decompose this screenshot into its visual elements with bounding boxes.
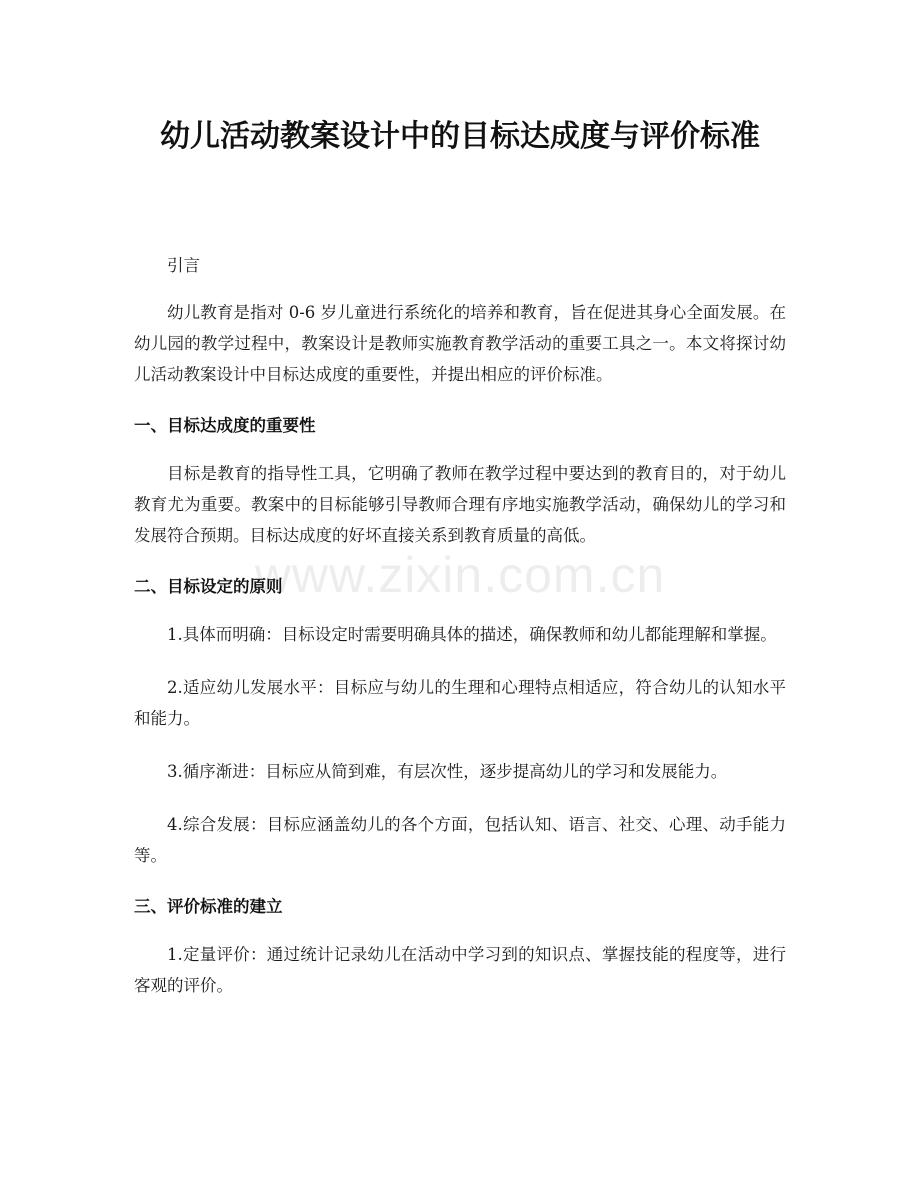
evaluation-item: 1.定量评价：通过统计记录幼儿在活动中学习到的知识点、掌握技能的程度等，进行客观的评价。 [134, 945, 786, 995]
principle-item: 4.综合发展：目标应涵盖幼儿的各个方面，包括认知、语言、社交、心理、动手能力等。 [134, 815, 786, 865]
watermark: www.zixin.com.cn [254, 547, 666, 603]
principle-item: 2.适应幼儿发展水平：目标应与幼儿的生理和心理特点相适应，符合幼儿的认知水平和能力。 [134, 678, 786, 728]
intro-label: 引言 [167, 256, 200, 275]
section-heading: 二、目标设定的原则 [134, 577, 283, 596]
section-paragraph: 目标是教育的指导性工具，它明确了教师在教学过程中要达到的教育目的，对于幼儿教育尤为重要。教案中的目标能够引导教师合理有序地实施教学活动，确保幼儿的学习和发展符合预期。目标达成度的好坏直接关系到教育质量的高低。 [134, 464, 786, 545]
section-principles [134, 573, 786, 871]
document-title: 幼儿活动教案设计中的目标达成度与评价标准 [160, 119, 760, 154]
section-importance [134, 412, 786, 551]
document-body [134, 250, 786, 1023]
section-heading: 一、目标达成度的重要性 [134, 416, 316, 435]
principle-item: 1.具体而明确：目标设定时需要明确具体的描述，确保教师和幼儿都能理解和掌握。 [167, 625, 777, 644]
principle-item: 3.循序渐进：目标应从简到难，有层次性，逐步提高幼儿的学习和发展能力。 [167, 762, 728, 781]
intro-paragraph: 幼儿教育是指对 0-6 岁儿童进行系统化的培养和教育，旨在促进其身心全面发展。在幼儿园的教学过程中，教案设计是教师实施教育教学活动的重要工具之一。本文将探讨幼儿活动教案设计中目标达成度的重要性，并提出相应的评价标准。 [134, 303, 786, 384]
section-evaluation [134, 893, 786, 1001]
section-heading: 三、评价标准的建立 [134, 897, 283, 916]
